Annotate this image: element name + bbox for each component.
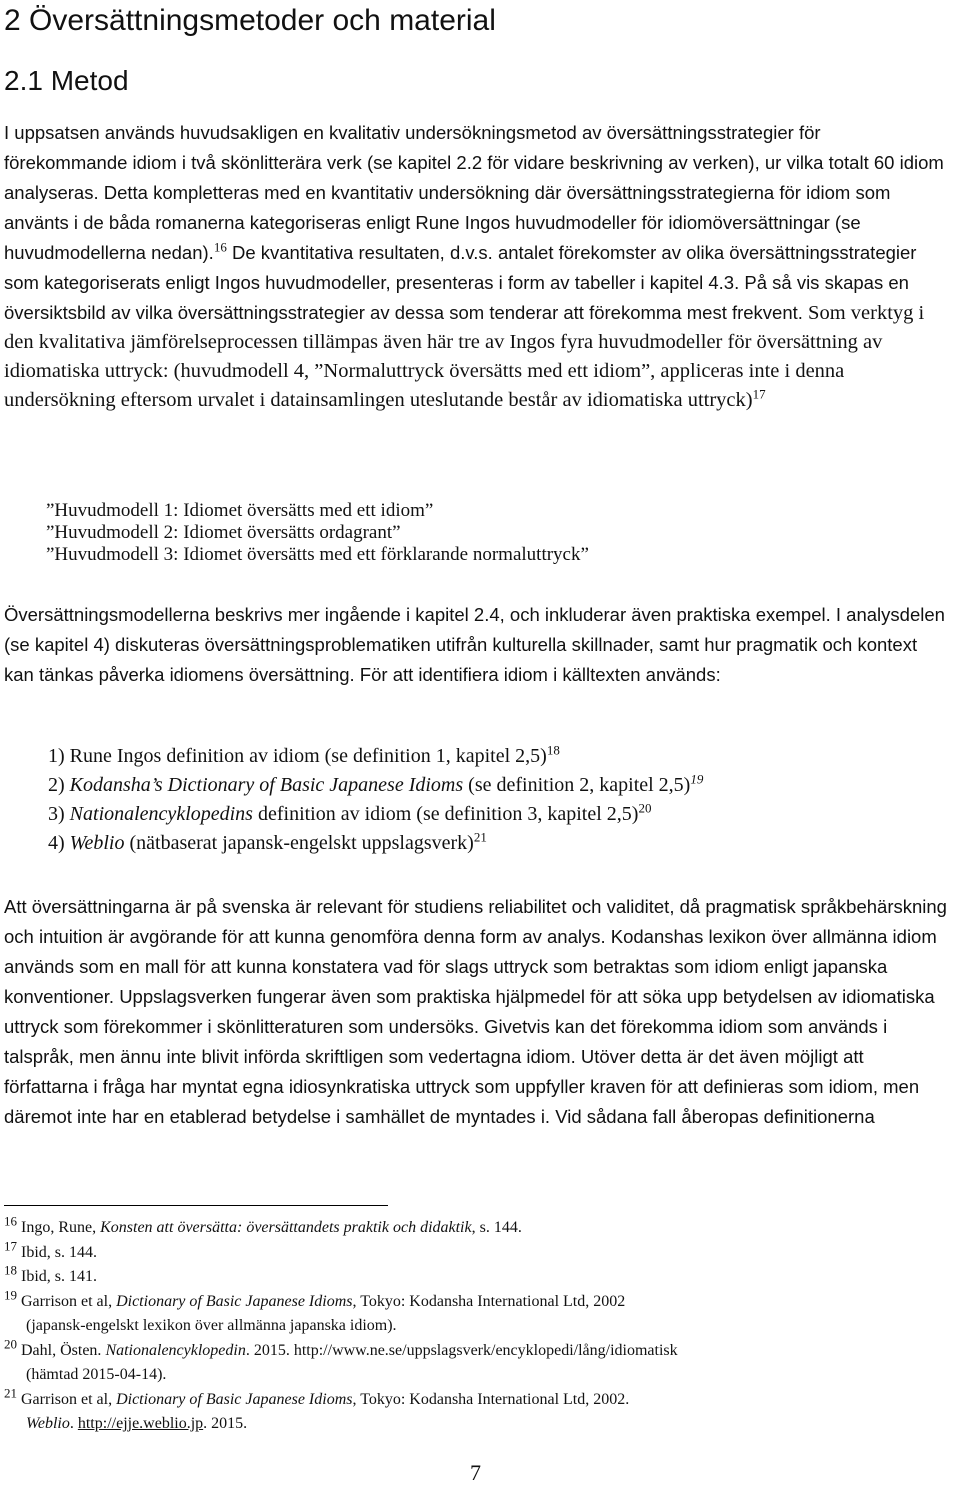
- footnote-19: $^{19}$ Garrison et al, Dictionary of Basic Japanese Idioms, Tokyo: Kodansha International Ltd, 2002: [4, 1287, 626, 1310]
- paragraph-translations: [4, 892, 948, 1132]
- model-item: ”Huvudmodell 1: Idiomet översätts med ett idiom”: [46, 500, 434, 521]
- source-item: 4) Weblio (nätbaserat japansk-engelskt uppslagsverk)$^{21}$: [48, 829, 487, 854]
- paragraph-text: I uppsatsen används huvudsakligen en kvalitativ undersökningsmetod av översättningsstrategier för förekommande idiom i två skönlitterära verk (se kapitel 2.2 för vidare beskrivning av verken), ur vilka totalt 60 idiom analyseras.: [4, 122, 944, 203]
- footnote-16: $^{16}$ Ingo, Rune, Konsten att översätta: översättandets praktik och didaktik, s. 144.: [4, 1213, 522, 1236]
- footnote-21: $^{21}$ Garrison et al, Dictionary of Basic Japanese Idioms, Tokyo: Kodansha International Ltd, 2002.: [4, 1385, 630, 1408]
- footnote-ref-21: 21: [473, 829, 487, 845]
- footnote-19-continuation: (japansk-engelskt lexikon över allmänna japanska idiom).: [26, 1317, 397, 1334]
- paragraph-text: Detta kompletteras med en kvantitativ undersökning där översättningsstrategierna för idiom som använts i de båda romanerna kategoriseras enligt Rune Ingos huvudmodeller för idiomöversättningar (se huvudmodellerna nedan).: [4, 182, 891, 263]
- sources-list: [48, 742, 703, 858]
- footnote-ref-18: 18: [546, 742, 560, 758]
- chapter-heading: 2 Översättningsmetoder och material: [4, 4, 496, 37]
- footnote-divider: [4, 1205, 388, 1206]
- paragraph-method: [4, 118, 948, 415]
- footnote-20: $^{20}$ Dahl, Östen. Nationalencyklopedin. 2015. http://www.ne.se/uppslagsverk/encyklopedi/lång/idiomatisk: [4, 1336, 678, 1359]
- footnote-21-continuation: Weblio. http://ejje.weblio.jp. 2015.: [26, 1415, 248, 1432]
- footnotes: [4, 1213, 948, 1437]
- section-heading: 2.1 Metod: [4, 65, 129, 96]
- footnote-17: $^{17}$ Ibid, s. 144.: [4, 1238, 97, 1261]
- paragraph-models-description: [4, 600, 948, 690]
- footnote-ref-20: 20: [638, 800, 652, 816]
- paragraph-text: Översättningsmodellerna beskrivs mer ingående i kapitel 2.4, och inkluderar även praktiska exempel.: [4, 604, 831, 625]
- page-number: 7: [470, 1460, 481, 1485]
- paragraph-text: Som verktyg i den kvalitativa jämförelseprocessen tillämpas även här tre av Ingos fyra huvudmodeller för översättning av idiomatiska uttryck: (huvudmodell 4, ”Normaluttryck översätts med ett idiom”, appliceras inte i denna undersökning eftersom urvalet i datainsamlingen uteslutande består av idiomatiska uttryck): [4, 302, 925, 411]
- paragraph-text: I analysdelen (se kapitel 4) diskuteras översättningsproblematiken utifrån kulturella skillnader, samt hur pragmatik och kontext kan tänkas påverka idiomens översättning. För att identifiera idiom i källtexten används:: [4, 604, 945, 685]
- source-item: 3) Nationalencyklopedins definition av idiom (se definition 3, kapitel 2,5)$^{20}$: [48, 800, 652, 825]
- model-item: ”Huvudmodell 3: Idiomet översätts med ett förklarande normaluttryck”: [46, 544, 589, 565]
- source-item: 2) Kodansha’s Dictionary of Basic Japanese Idioms (se definition 2, kapitel 2,5)$^{19}$: [48, 771, 704, 796]
- footnote-20-continuation: (hämtad 2015-04-14).: [26, 1366, 167, 1383]
- footnote-ref-16: 16: [213, 239, 227, 255]
- footnote-ref-19: 19: [690, 771, 704, 787]
- paragraph-text: Att översättningarna är på svenska är relevant för studiens reliabilitet och validitet, då pragmatisk språkbehärskning och intuition är avgörande för att kunna genomföra denna form av analys. Kodanshas lexikon över allmänna idiom används som en mall för att kunna konstatera vad för slags uttryck som betraktas som idiom enligt japanska konventioner. Uppslagsverken fungerar även som praktiska hjälpmedel för att söka upp betydelsen av idiomatiska uttryck som förekommer i skönlitteraturen som undersöks. Givetvis kan det förekomma idiom som används i talspråk, men ännu inte blivit införda skriftligen som vedertagna idiom. Utöver detta är det även möjligt att författarna i fråga har myntat egna idiosynkratiska uttryck som uppfyller kraven för att definieras som idiom, men däremot inte har en etablerad betydelse i samhället de myntades i. Vid sådana fall åberopas definitionerna: [4, 896, 947, 1127]
- paragraph-text: De kvantitativa resultaten, d.v.s. antalet förekomster av olika översättningsstrategier som kategoriserats enligt Ingos huvudmodeller, presenteras i form av tabeller i kapitel 4.3. På så vis skapas en översiktsbild av vilka översättningsstrategier av dessa som tenderar att förekomma mest frekvent.: [4, 242, 917, 323]
- model-item: ”Huvudmodell 2: Idiomet översätts ordagrant”: [46, 522, 401, 543]
- weblio-link[interactable]: http://ejje.weblio.jp: [77, 1415, 204, 1432]
- source-item: 1) Rune Ingos definition av idiom (se definition 1, kapitel 2,5)$^{18}$: [48, 742, 560, 767]
- footnote-18: $^{18}$ Ibid, s. 141.: [4, 1262, 97, 1285]
- footnote-ref-17: 17: [752, 386, 766, 402]
- models-list: [46, 500, 589, 566]
